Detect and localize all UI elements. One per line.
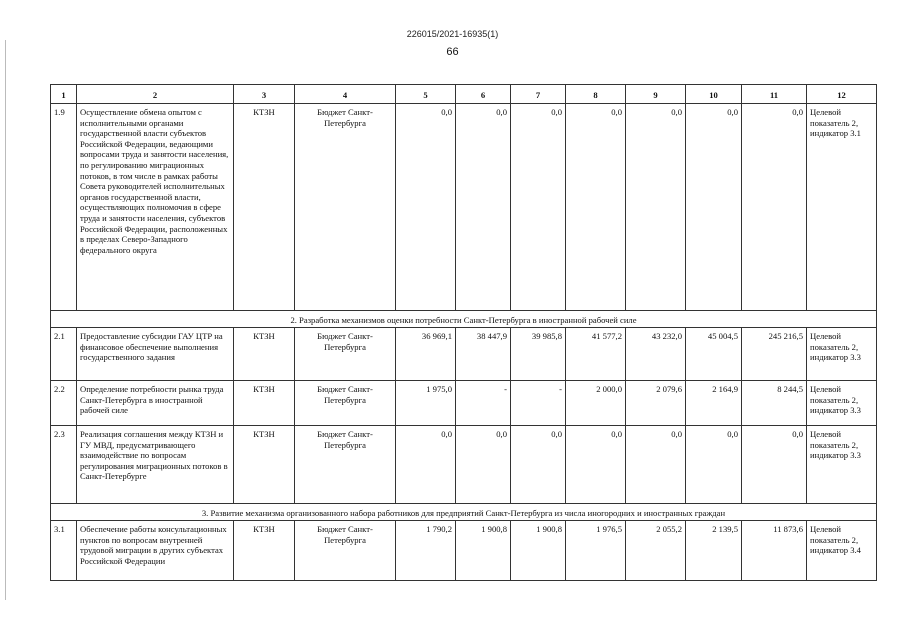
- value-cell: 1 790,2: [396, 521, 456, 581]
- document-id: 226015/2021-16935(1): [406, 29, 499, 39]
- item-description: Реализация соглашения между КТЗН и ГУ МВД, предусматривающего взаимодействие по вопросам регулирования миграционных потоков в Санкт-Петербурге: [77, 426, 234, 504]
- column-header-9: 9: [626, 85, 686, 104]
- column-header-12: 12: [807, 85, 877, 104]
- value-cell: -: [511, 381, 566, 426]
- target-indicator-cell: Целевой показатель 2, индикатор 3.1: [807, 104, 877, 311]
- section-title: 2. Разработка механизмов оценки потребности Санкт-Петербурга в иностранной рабочей силе: [51, 311, 877, 328]
- section-row: [51, 311, 877, 328]
- value-cell: 0,0: [566, 104, 626, 311]
- value-cell: 245 216,5: [742, 328, 807, 381]
- value-cell: 0,0: [456, 104, 511, 311]
- value-cell: 2 139,5: [686, 521, 742, 581]
- scan-margin-line: [5, 40, 6, 600]
- value-cell: 0,0: [396, 104, 456, 311]
- column-header-5: 5: [396, 85, 456, 104]
- value-cell: 0,0: [742, 104, 807, 311]
- item-number: 1.9: [51, 104, 77, 311]
- value-cell: 2 055,2: [626, 521, 686, 581]
- value-cell: 0,0: [566, 426, 626, 504]
- value-cell: 1 976,5: [566, 521, 626, 581]
- section-title: 3. Развитие механизма организованного набора работников для предприятий Санкт-Петербурга из числа иногородних и иностранных граждан: [51, 504, 877, 521]
- funding-source-cell: Бюджет Санкт-Петербурга: [295, 328, 396, 381]
- column-header-4: 4: [295, 85, 396, 104]
- value-cell: 0,0: [686, 426, 742, 504]
- value-cell: 2 079,6: [626, 381, 686, 426]
- value-cell: 2 164,9: [686, 381, 742, 426]
- page-number: 66: [446, 46, 459, 58]
- value-cell: 0,0: [626, 104, 686, 311]
- table-row: [51, 521, 877, 581]
- item-number: 3.1: [51, 521, 77, 581]
- item-description: Обеспечение работы консультационных пунктов по вопросам внутренней трудовой миграции в других субъектах Российской Федерации: [77, 521, 234, 581]
- value-cell: 36 969,1: [396, 328, 456, 381]
- funding-source-cell: Бюджет Санкт-Петербурга: [295, 521, 396, 581]
- value-cell: 8 244,5: [742, 381, 807, 426]
- value-cell: 1 900,8: [456, 521, 511, 581]
- value-cell: 1 975,0: [396, 381, 456, 426]
- table-row: [51, 328, 877, 381]
- item-description: Осуществление обмена опытом с исполнительными органами государственной власти субъектов Российской Федерации, ведающими вопросами труда и занятости населения, по регулированию миграционных потоков, в том числе в рамках работы Совета руководителей исполнительных органов государственной власти, осуществляющих полномочия в сфере труда и занятости населения, субъектов Российской Федерации, расположенных в пределах Северо-Западного федерального округа: [77, 104, 234, 311]
- value-cell: 1 900,8: [511, 521, 566, 581]
- item-number: 2.2: [51, 381, 77, 426]
- value-cell: 0,0: [626, 426, 686, 504]
- value-cell: 0,0: [511, 104, 566, 311]
- value-cell: 0,0: [742, 426, 807, 504]
- column-header-7: 7: [511, 85, 566, 104]
- value-cell: 45 004,5: [686, 328, 742, 381]
- executor-cell: КТЗН: [234, 521, 295, 581]
- column-header-11: 11: [742, 85, 807, 104]
- header-row: [51, 85, 877, 104]
- funding-source-cell: Бюджет Санкт-Петербурга: [295, 381, 396, 426]
- section-row: [51, 504, 877, 521]
- column-header-6: 6: [456, 85, 511, 104]
- program-table: [50, 84, 877, 581]
- target-indicator-cell: Целевой показатель 2, индикатор 3.3: [807, 426, 877, 504]
- value-cell: 2 000,0: [566, 381, 626, 426]
- value-cell: 39 985,8: [511, 328, 566, 381]
- value-cell: 43 232,0: [626, 328, 686, 381]
- executor-cell: КТЗН: [234, 381, 295, 426]
- executor-cell: КТЗН: [234, 426, 295, 504]
- executor-cell: КТЗН: [234, 328, 295, 381]
- item-description: Предоставление субсидии ГАУ ЦТР на финансовое обеспечение выполнения государственного задания: [77, 328, 234, 381]
- column-header-1: 1: [51, 85, 77, 104]
- item-number: 2.1: [51, 328, 77, 381]
- column-header-2: 2: [77, 85, 234, 104]
- value-cell: 0,0: [511, 426, 566, 504]
- value-cell: 11 873,6: [742, 521, 807, 581]
- table-row: [51, 426, 877, 504]
- value-cell: 0,0: [456, 426, 511, 504]
- value-cell: -: [456, 381, 511, 426]
- executor-cell: КТЗН: [234, 104, 295, 311]
- funding-source-cell: Бюджет Санкт-Петербурга: [295, 104, 396, 311]
- item-number: 2.3: [51, 426, 77, 504]
- item-description: Определение потребности рынка труда Санкт-Петербурга в иностранной рабочей силе: [77, 381, 234, 426]
- table-body: [51, 85, 877, 581]
- column-header-3: 3: [234, 85, 295, 104]
- target-indicator-cell: Целевой показатель 2, индикатор 3.3: [807, 381, 877, 426]
- value-cell: 0,0: [686, 104, 742, 311]
- column-header-8: 8: [566, 85, 626, 104]
- target-indicator-cell: Целевой показатель 2, индикатор 3.3: [807, 328, 877, 381]
- table-row: [51, 104, 877, 311]
- funding-source-cell: Бюджет Санкт-Петербурга: [295, 426, 396, 504]
- target-indicator-cell: Целевой показатель 2, индикатор 3.4: [807, 521, 877, 581]
- column-header-10: 10: [686, 85, 742, 104]
- table-row: [51, 381, 877, 426]
- value-cell: 41 577,2: [566, 328, 626, 381]
- value-cell: 0,0: [396, 426, 456, 504]
- value-cell: 38 447,9: [456, 328, 511, 381]
